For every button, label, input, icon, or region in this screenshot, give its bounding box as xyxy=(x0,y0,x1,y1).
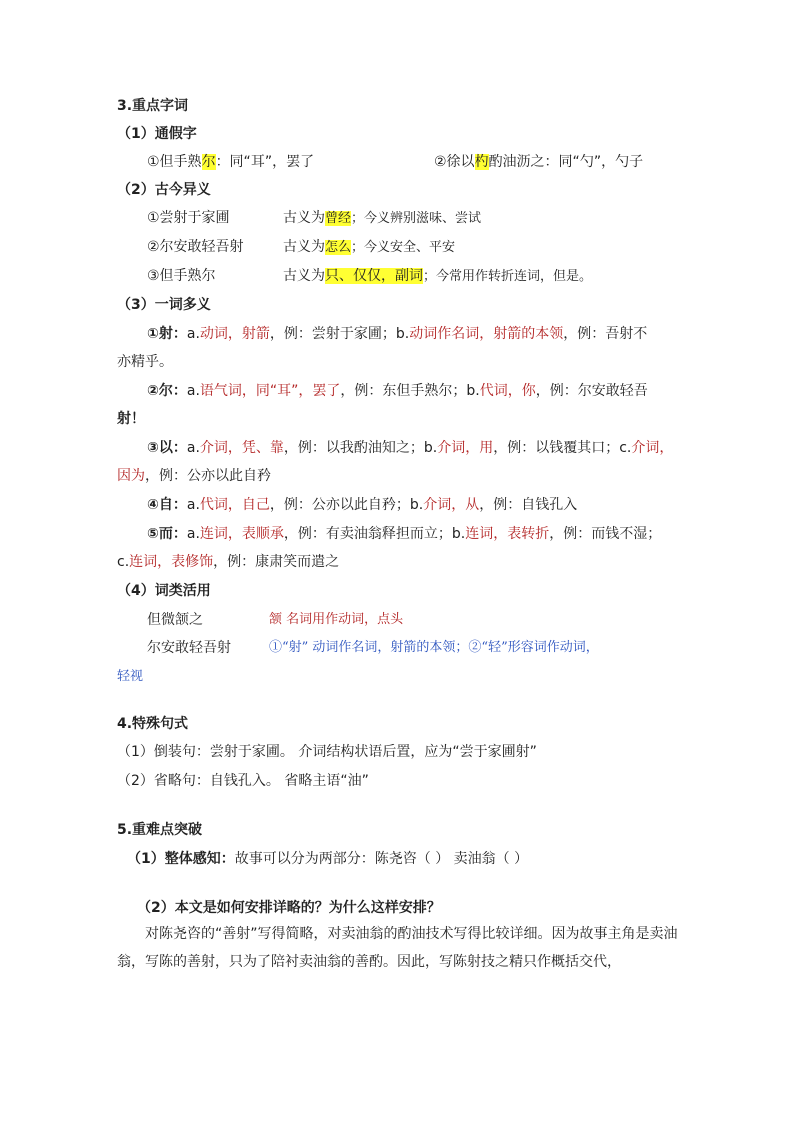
huoyong-note-2: ①“射” 动词作名词，射箭的本领；②“轻”形容词作动词， xyxy=(269,640,599,655)
text: 古义为 xyxy=(283,239,325,255)
meaning: 介词，用 xyxy=(437,440,494,456)
gujin-word-1: ①尝射于家圃 xyxy=(147,210,230,226)
duoyi-er-line-2: 射！ xyxy=(117,411,145,427)
answer-paragraph: 对陈尧咨的“善射”写得简略，对卖油翁的酌油技术写得比较详细。因为故事主角是卖油翁，写陈的善射，只为了陪衬卖油翁的善酌。因此，写陈射技之精只作概括交代， xyxy=(117,926,678,970)
huoyong-word-2: 尔安敢轻吾射 xyxy=(147,640,231,656)
text: ，例：自钱孔入 xyxy=(479,497,578,513)
text: ，例：而钱不湿； xyxy=(549,526,662,542)
juoshi-shenglue: （2）省略句：自钱孔入。 省略主语“油” xyxy=(117,773,369,789)
meaning: 介词， xyxy=(631,440,674,456)
meaning: 连词，表转折 xyxy=(465,526,550,542)
section-4-title: 4.特殊句式 xyxy=(117,716,189,732)
text: ，例：尝射于家圃；b. xyxy=(269,326,410,342)
text: a. xyxy=(186,326,200,342)
section-5-title: 5.重难点突破 xyxy=(117,822,203,838)
meaning: 代词，你 xyxy=(479,383,536,399)
gujin-word-2: ②尔安敢轻吾射 xyxy=(147,239,244,255)
duoyi-she-line-1 xyxy=(147,324,647,344)
text: ，例：有卖油翁释担而立；b. xyxy=(283,526,466,542)
duoyi-yi-line-2 xyxy=(117,466,271,486)
label: ⑤而： xyxy=(147,526,187,542)
text: ；今义安全、平安 xyxy=(351,240,456,255)
text: 故事可以分为两部分：陈尧咨（ ） 卖油翁（ ） xyxy=(234,851,529,867)
text: ，例：公亦以此自矜；b. xyxy=(269,497,424,513)
text: ；今义辨别滋味、尝试 xyxy=(351,211,482,226)
gujin-word-3: ③但手熟尔 xyxy=(147,268,216,284)
meaning: 动词，射箭 xyxy=(199,326,270,342)
gujin-explain-3 xyxy=(283,266,592,287)
text: ，例：东但手熟尔；b. xyxy=(340,383,480,399)
huoyong-note-1: 颔 名词用作动词，点头 xyxy=(269,612,404,627)
label: ④自： xyxy=(147,497,187,513)
tongjiazi-item-1 xyxy=(147,152,314,172)
zhengti-ganzhi xyxy=(127,849,528,869)
question-xianglue: （2）本文是如何安排详略的？为什么这样安排？ xyxy=(137,900,441,916)
highlight: 杓 xyxy=(474,154,489,170)
text: 酌油沥之：同“勺”，勺子 xyxy=(488,154,644,170)
text: ；今常用作转折连词，但是。 xyxy=(423,269,593,284)
text: ：同“耳”，罢了 xyxy=(215,154,315,170)
meaning: 介词，凭、靠 xyxy=(199,440,284,456)
duoyi-er2-line-1 xyxy=(147,524,661,544)
duoyi-yi-line-1 xyxy=(147,438,673,458)
text: a. xyxy=(186,383,200,399)
meaning: 连词，表修饰 xyxy=(129,554,214,570)
text: ，例：尔安敢轻吾 xyxy=(535,383,648,399)
meaning: 动词作名词，射箭的本领 xyxy=(409,326,564,342)
subsection-cileihuoyong: （4）词类活用 xyxy=(117,583,211,599)
text: 古义为 xyxy=(283,268,325,284)
meaning: 语气词，同“耳”，罢了 xyxy=(199,383,341,399)
meaning: 介词，从 xyxy=(423,497,480,513)
label: ③以： xyxy=(147,440,187,456)
huoyong-note-2-cont: 轻视 xyxy=(117,669,144,684)
gujin-explain-2 xyxy=(283,237,455,258)
text: a. xyxy=(186,526,200,542)
subsection-yiciduoyi: （3）一词多义 xyxy=(117,297,211,313)
meaning: 因为 xyxy=(117,468,145,484)
text: ，例：公亦以此自矜 xyxy=(145,468,271,484)
label: （1）整体感知： xyxy=(127,851,235,867)
text: ，例：以钱覆其口；c. xyxy=(493,440,632,456)
text: ，例：以我酌油知之；b. xyxy=(283,440,438,456)
tongjiazi-item-2 xyxy=(434,152,643,172)
section-3-title: 3.重点字词 xyxy=(117,98,189,114)
text: ①但手熟 xyxy=(147,154,202,170)
meaning: 连词，表顺承 xyxy=(199,526,284,542)
duoyi-zi-line xyxy=(147,495,577,515)
highlight: 只、仅仅，副词 xyxy=(325,268,423,284)
text: ②徐以 xyxy=(434,154,475,170)
text: a. xyxy=(186,497,200,513)
huoyong-word-1: 但微颔之 xyxy=(147,612,203,628)
text: 古义为 xyxy=(283,210,325,226)
duoyi-er2-line-2 xyxy=(117,552,339,572)
subsection-gujinyiyi: （2）古今异义 xyxy=(117,182,211,198)
highlight: 尔 xyxy=(201,154,216,170)
text: a. xyxy=(186,440,200,456)
highlight: 怎么 xyxy=(325,240,352,255)
label: ②尔： xyxy=(147,383,187,399)
text: ，例：吾射不 xyxy=(563,326,648,342)
meaning: 代词，自己 xyxy=(199,497,270,513)
text: ，例：康肃笑而遣之 xyxy=(213,554,340,570)
juoshi-daozhuang: （1）倒装句：尝射于家圃。 介词结构状语后置，应为“尝于家圃射” xyxy=(117,744,537,760)
highlight: 曾经 xyxy=(325,211,352,226)
label: ①射： xyxy=(147,326,187,342)
subsection-tongjiazi: （1）通假字 xyxy=(117,126,197,142)
duoyi-er-line-1 xyxy=(147,381,648,401)
text: c. xyxy=(117,554,130,570)
gujin-explain-1 xyxy=(283,208,481,229)
duoyi-she-line-2: 亦精乎。 xyxy=(117,354,173,370)
